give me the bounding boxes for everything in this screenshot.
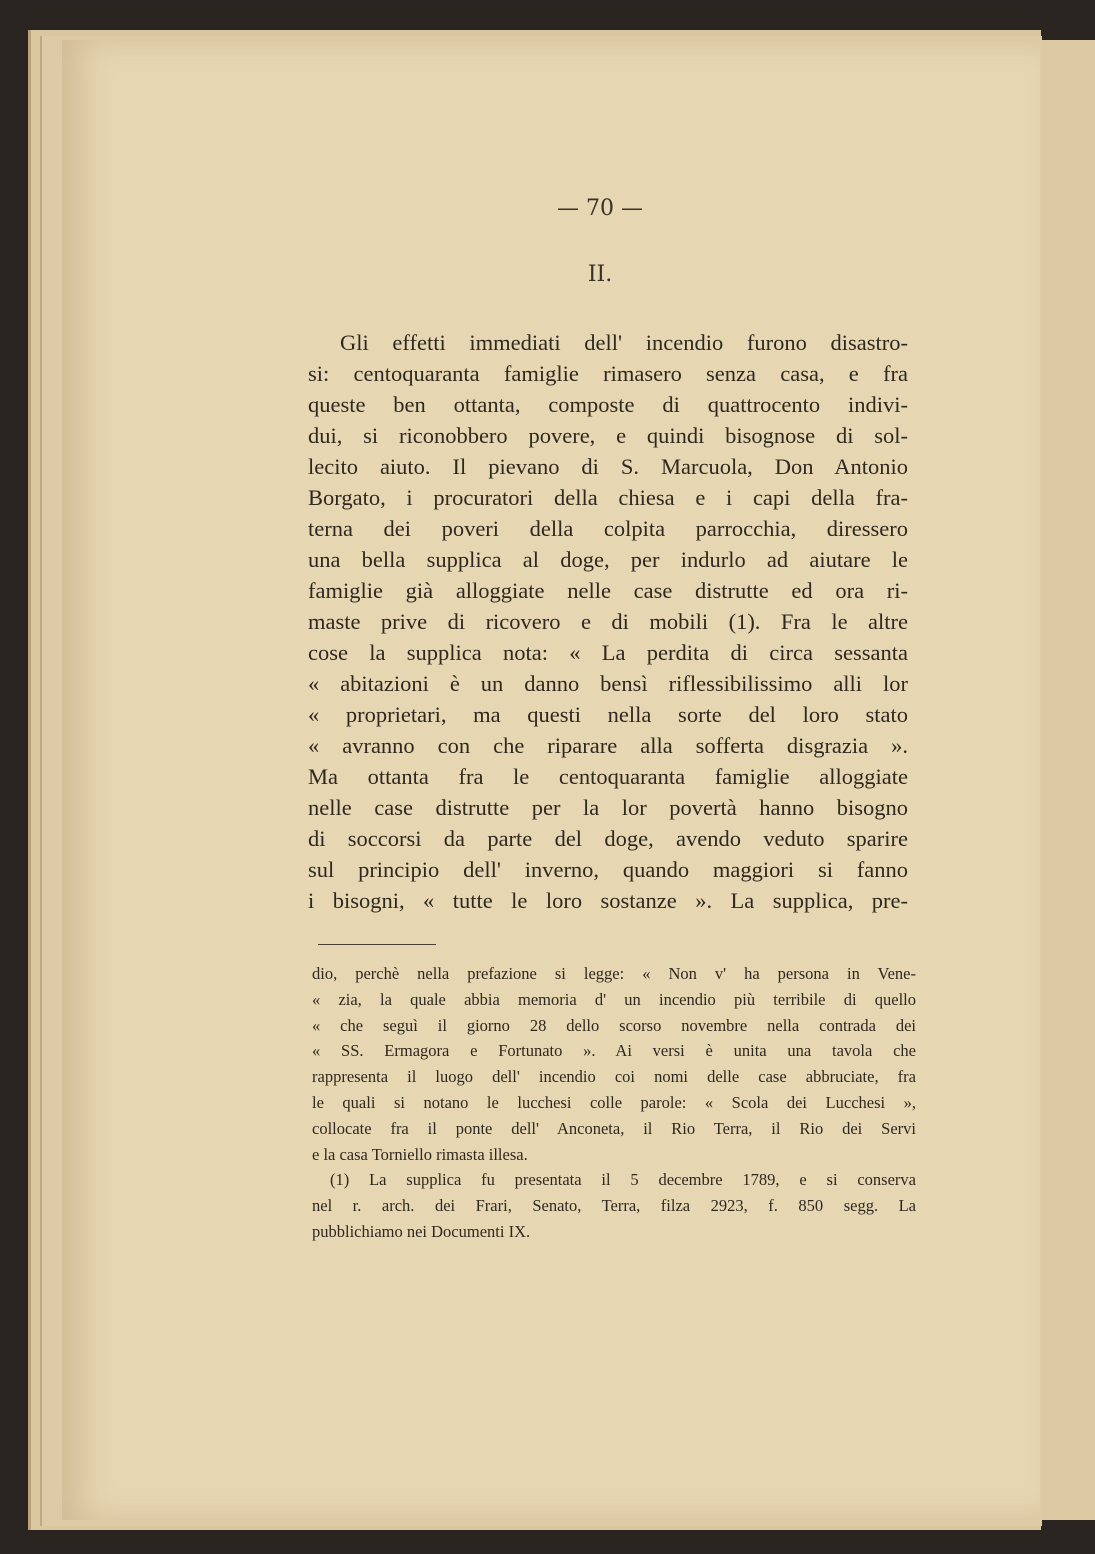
body-line: lecito aiuto. Il pievano di S. Marcuola, Don Antonio [308, 454, 908, 479]
body-line: terna dei poveri della colpita parrocchia, diressero [308, 516, 908, 541]
footnote-line: collocate fra il ponte dell' Anconeta, il Rio Terra, il Rio dei Servi [312, 1118, 916, 1138]
body-line: « avranno con che riparare alla sofferta disgrazia ». [308, 733, 908, 758]
body-line: i bisogni, « tutte le loro sostanze ». La supplica, pre- [308, 888, 908, 913]
section-heading: II. [587, 262, 613, 287]
footnote-line: dio, perchè nella prefazione si legge: « Non v' ha persona in Vene- [312, 964, 916, 983]
footnote-divider [318, 944, 436, 945]
footnote-line: « zia, la quale abbia memoria d' un incendio più terribile di quello [312, 989, 916, 1009]
footnote-line: « che seguì il giorno 28 dello scorso novembre nella contrada dei [312, 1015, 916, 1035]
footnote-line: e la casa Torniello rimasta illesa. [312, 1144, 528, 1164]
footnote-line: le quali si notano le lucchesi colle parole: « Scola dei Lucchesi », [312, 1093, 916, 1112]
body-line: queste ben ottanta, composte di quattrocento indivi- [308, 392, 908, 417]
body-line: Gli effetti immediati dell' incendio furono disastro- [340, 330, 908, 355]
body-line: « abitazioni è un danno bensì riflessibilissimo alli lor [308, 671, 908, 696]
body-line: maste prive di ricovero e di mobili (1). Fra le altre [308, 609, 908, 634]
footnote-line: pubblichiamo nei Documenti IX. [312, 1222, 531, 1241]
body-line: nelle case distrutte per la lor povertà hanno bisogno [308, 795, 908, 820]
page-number: — 70 — [557, 196, 643, 221]
body-line: si: centoquaranta famiglie rimasero senza casa, e fra [308, 361, 908, 386]
facing-page-edge [1042, 40, 1095, 1520]
body-line: dui, si riconobbero povere, e quindi bisognose di sol- [308, 423, 908, 448]
footnote-line: rappresenta il luogo dell' incendio coi nomi delle case abbruciate, fra [312, 1067, 916, 1087]
body-line: di soccorsi da parte del doge, avendo veduto sparire [308, 826, 908, 851]
body-line: sul principio dell' inverno, quando maggiori si fanno [308, 857, 908, 882]
body-line: cose la supplica nota: « La perdita di circa sessanta [308, 640, 908, 665]
footnote-line: nel r. arch. dei Frari, Senato, Terra, filza 2923, f. 850 segg. La [312, 1196, 916, 1216]
footnote-line: (1) La supplica fu presentata il 5 decembre 1789, e si conserva [330, 1170, 916, 1190]
body-line: famiglie già alloggiate nelle case distrutte ed ora ri- [308, 578, 908, 603]
footnote-line: « SS. Ermagora e Fortunato ». Ai versi è unita una tavola che [312, 1041, 916, 1061]
body-line: una bella supplica al doge, per indurlo ad aiutare le [308, 547, 908, 572]
body-line: « proprietari, ma questi nella sorte del loro stato [308, 702, 908, 727]
body-line: Ma ottanta fra le centoquaranta famiglie alloggiate [308, 764, 908, 789]
body-line: Borgato, i procuratori della chiesa e i capi della fra- [308, 485, 908, 510]
